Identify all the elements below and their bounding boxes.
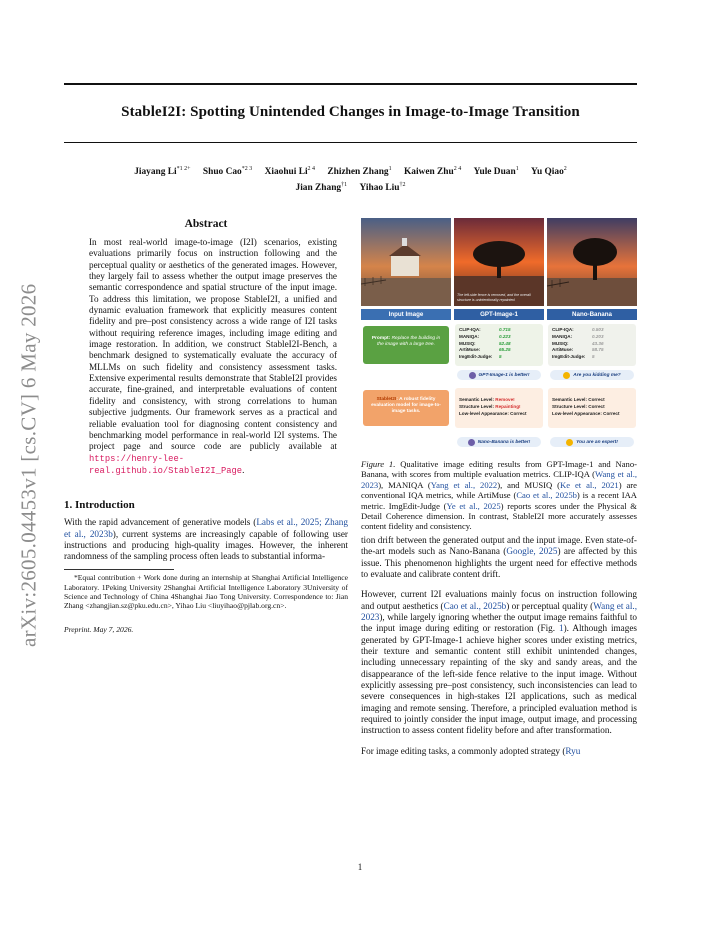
citation-link[interactable]: Cao et al., 2025b: [443, 600, 507, 611]
author: Xiaohui $Li^{2 4}$: [264, 166, 316, 177]
metric-row: ArtiMuse: 58.75: [552, 347, 604, 353]
metric-row: MUSIQ: 52.48: [459, 340, 511, 346]
verdict-expert: You are an expert!: [550, 437, 634, 447]
assessment-row: Semantic Level: Remove!: [459, 397, 515, 402]
title-rule-bottom: [64, 142, 637, 143]
citation-link[interactable]: Yang et al., 2022: [430, 479, 498, 490]
nano-fidelity-assessment: [548, 388, 636, 428]
author: Jian Zhang$^{\dagger 1}$: [295, 182, 348, 193]
metric-row: ArtiMuse: 65.25: [459, 347, 511, 353]
footnote-affiliations: *Equal contribution + Work done during an internship at Shanghai Artificial Intelligence Laboratory. 1Peking University 2Shanghai Artificial Intelligence Laboratory 3University of Science and Technology of China 4Shanghai Jiao Tong University. Correspondence to: Jian Zhang <zhangjian.sz@pku.edu.cn>, Yihao Liu <liuyihao@pjlab.org.cn>.: [64, 573, 348, 611]
assessment-row: Structure Level: Repainting!: [459, 404, 521, 409]
stablei2i-box: StableI2I: A robust fidelity evaluation model for image-to-image tasks.: [363, 390, 449, 426]
author-line-1: [64, 163, 637, 179]
figure-reference-link[interactable]: 1: [558, 623, 564, 634]
nano-metric-scores: [548, 324, 636, 366]
metric-row: MUSIQ: 43.36: [552, 340, 604, 346]
verdict-nano-better: Nano-Banana is better!: [457, 437, 541, 447]
citation-link[interactable]: Ye et al., 2025: [446, 500, 501, 511]
abstract-heading: Abstract: [184, 218, 228, 230]
citation-link[interactable]: Ke et al., 2021: [560, 479, 619, 490]
gpt-fidelity-assessment: [455, 388, 543, 428]
verdict-kidding: Are you kidding me?: [550, 370, 634, 380]
assessment-row: Low-level Appearance: Correct: [459, 411, 527, 416]
robot-icon: [468, 439, 475, 446]
robot-icon: [469, 372, 476, 379]
gpt-metric-scores: [455, 324, 543, 366]
nano-banana-output-photo: [547, 218, 637, 306]
assessment-row: Low-level Appearance: Correct: [552, 411, 620, 416]
author: Jiayang $Li^{*1 2+}$: [134, 166, 191, 177]
metric-row: CLIP-IQA: 0.503: [552, 327, 604, 332]
figure-caption: Figure 1. Qualitative image editing results from GPT-Image-1 and Nano-Banana, with scores from multiple evaluation metrics. CLIP-IQA (Wang et al., 2023), MANIQA (Yang et al., 2022), and MUSIQ (Ke et al., 2021) are conventional IQA metrics, while ArtiMuse (Cao et al., 2025b) is a recent IAA metric. ImgEdit-Judge (Ye et al., 2025) reports scores under the Physical & Detail Coherence dimension. In contrast, StableI2I more accurately assesses content fidelity and consistency.: [361, 459, 638, 532]
citation-link[interactable]: Labs et al., 2025; Zhang et al., 2023b: [64, 517, 348, 539]
metric-row: MANIQA: 0.203: [552, 333, 604, 339]
prompt-box: Prompt: Replace the building in the image with a large tree.: [363, 326, 449, 364]
project-page-link[interactable]: https://henry-lee-real.github.io/StableI2I_Page: [89, 453, 243, 476]
photo-annotation: The left-side fence is removed, and the overall structure is unintentionally repainted.: [457, 293, 531, 302]
citation-link[interactable]: Ryu: [565, 745, 581, 756]
section-heading-introduction: 1. Introduction: [64, 499, 135, 512]
paper-title: StableI2I: Spotting Unintended Changes in Image-to-Image Transition: [121, 104, 580, 120]
assessment-row: Semantic Level: Correct: [552, 397, 605, 402]
title-rule-top: [64, 83, 637, 85]
assessment-row: Structure Level: Correct: [552, 404, 605, 409]
intro-paragraph: With the rapid advancement of generative models (Labs et al., 2025; Zhang et al., 2023b), current systems are increasingly capable of following user instructions and producing high-quality images. However, the inherent randomness of the sampling process often leads to substantial informa-: [64, 517, 348, 562]
input-image-photo: [361, 218, 451, 306]
figure-1: [361, 218, 637, 453]
left-column: [64, 218, 348, 634]
author-line-2: [64, 179, 637, 195]
header-nano-banana: Nano-Banana: [547, 309, 637, 320]
author-list: [64, 163, 637, 195]
author: Yihao Liu$^{\dagger 2}$: [359, 182, 406, 193]
metric-row: CLIP-IQA: 0.715: [459, 327, 511, 332]
body-paragraph: However, current I2I evaluations mainly focus on instruction following and output aesthetics (Cao et al., 2025b) or perceptual quality (Wang et al., 2023), while largely ignoring whether the output image remains faithful to the input image during editing or restoration (Fig. 1). Although images generated by GPT-Image-1 achieve higher scores under existing metrics, their texture and semantic content still exhibit unintended changes, including unnecessary repainting of the sky and sandy areas, and the disappearance of the left-side fence relative to the input image. Without explicitly assessing pre–post consistency, such inconsistencies can lead to severe consequences in high-stakes I2I applications, such as medical imaging and remote sensing. Therefore, a principled evaluation method is required to jointly consider the input image, output image, and processing instruction to assess content fidelity before and after transformation.: [361, 589, 637, 736]
verdict-gpt-better: GPT-Image-1 is better!: [457, 370, 541, 380]
right-column: [361, 218, 637, 757]
citation-link[interactable]: Google, 2025: [506, 546, 558, 557]
footnote-rule: [64, 569, 174, 570]
author: Kaiwen Zhu$^{2 4}$: [403, 166, 462, 177]
gpt-image-output-photo: [454, 218, 544, 306]
metric-row: MANIQA: 0.223: [459, 333, 511, 339]
preprint-date: Preprint. May 7, 2026.: [64, 624, 134, 634]
metric-row: ImgEdit-Judge: 5: [552, 354, 595, 360]
face-icon: [566, 439, 573, 446]
body-paragraph: For image editing tasks, a commonly adopted strategy (Ryu: [361, 745, 581, 756]
page-number: 1: [357, 862, 363, 872]
header-gpt-image-1: GPT-Image-1: [454, 309, 544, 320]
author: Shuo Cao$^{*2 3}$: [202, 166, 253, 177]
author: Yule Duan$^1$: [473, 166, 519, 177]
arxiv-identifier-stamp: arXiv:2605.04453v1 [cs.CV] 6 May 2026: [16, 283, 41, 647]
citation-link[interactable]: Cao et al., 2025b: [516, 490, 577, 501]
header-input-image: Input Image: [361, 309, 451, 320]
author: Zhizhen Zhang$^1$: [327, 166, 392, 177]
abstract-text: In most real-world image-to-image (I2I) scenarios, existing evaluations primarily focus on instruction following and the perceptual quality or aesthetics of the generated images. However, they largely fail to assess whether the output image preserves the semantic correspondence and spatial structure of the input image. To address this limitation, we propose StableI2I, a unified and dynamic evaluation framework that explicitly measures content fidelity and pre–post consistency across a wide range of I2I tasks without requiring reference images, including image editing and image restoration. In addition, we construct StableI2I-Bench, a benchmark designed to systematically evaluate the accuracy of MLLMs on such fidelity and consistency assessment tasks. Extensive experimental results demonstrate that StableI2I provides accurate, fine-grained, and interpretable evaluations of content fidelity and consistency, with strong correlations to human subjective judgments. Our framework serves as a practical and reliable evaluation tool for diagnosing content consistency and benchmarking model performance in real-world I2I systems. The project page and source code are publicly available at https://henry-lee-real.github.io/StableI2I_Page.: [89, 237, 337, 476]
body-paragraph: tion drift between the generated output and the input image. Even state-of-the-art models such as Nano-Banana (Google, 2025) are affected by this issue. This phenomenon highlights the urgent need for effective methods to evaluate and calibrate content drift.: [361, 534, 638, 579]
metric-row: ImgEdit-Judge: 5: [459, 354, 502, 360]
author: Yu Qiao$^2$: [531, 166, 567, 177]
citation-link[interactable]: Wang et al., 2023: [361, 600, 637, 622]
citation-link[interactable]: Wang et al., 2023: [361, 469, 637, 490]
face-icon: [563, 372, 570, 379]
